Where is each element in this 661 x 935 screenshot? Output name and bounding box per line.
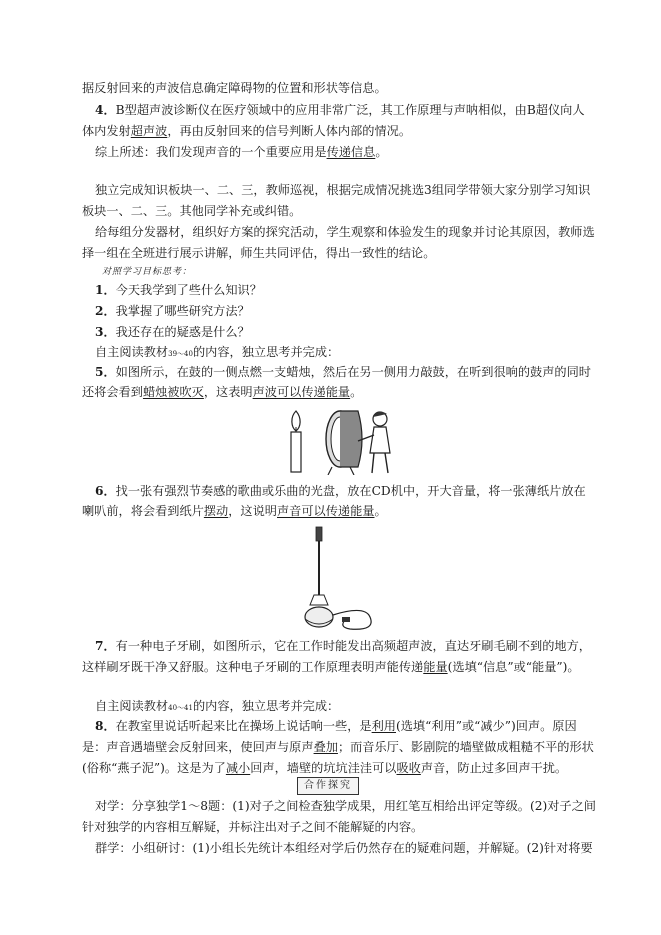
text-line: 自主阅读教材40～41的内容，独立思考并完成： xyxy=(95,699,340,713)
text-line: 5．如图所示，在鼓的一侧点燃一支蜡烛，然后在另一侧用力敲鼓，在听到很响的鼓声的同时 xyxy=(95,365,591,379)
answer-blank: 超声波 xyxy=(130,124,168,138)
answer-blank: 摆动 xyxy=(203,504,229,518)
answer-blank: 利用 xyxy=(371,719,396,733)
drum-icon xyxy=(326,411,362,475)
question-item: 2．我掌握了哪些研究方法？ xyxy=(95,304,250,318)
text-line: (俗称“燕子泥”)。这是为了减小回声，墙壁的坑坑洼洼可以吸收声音，防止过多回声干扰。 xyxy=(82,761,568,775)
text-line: 7．有一种电子牙刷，如图所示，它在工作时能发出高频超声波，直达牙刷毛刷不到的地方， xyxy=(95,639,591,653)
text-line: 对学：分享独学1～8题：(1)对子之间检查独学成果，用红笔互相给出评定等级。(2)对子之间 xyxy=(95,799,596,813)
text-line: 独立完成知识板块一、二、三，教师巡视，根据完成情况挑选3组同学带领大家分别学习知识 xyxy=(95,183,591,197)
candle-icon xyxy=(291,411,301,472)
text-line: 给每组分发器材，组织好方案的探究活动，学生观察和体验发生的现象并讨论其原因，教师选 xyxy=(95,225,595,239)
answer-blank: 叠加 xyxy=(313,740,338,754)
toothbrush-icon xyxy=(305,527,333,627)
answer-blank: 传递信息 xyxy=(326,145,376,159)
text-line: 群学：小组研讨：(1)小组长先统计本组经对学后仍然存在的疑难问题，并解疑。(2)针对将要 xyxy=(95,841,593,855)
candle-drum-illustration xyxy=(270,405,400,475)
answer-blank: 吸收 xyxy=(396,761,421,775)
electric-toothbrush-illustration xyxy=(290,525,390,635)
text-line: 针对独学的内容相互解疑，并标注出对子之间不能解疑的内容。 xyxy=(82,820,424,834)
power-cord-icon xyxy=(333,610,371,629)
text-line: 据反射回来的声波信息确定障碍物的位置和形状等信息。 xyxy=(82,81,387,95)
answer-blank: 蜡烛被吹灭 xyxy=(142,385,204,399)
text-line: 还将会看到蜡烛被吹灭，这表明声波可以传递能量。 xyxy=(82,385,363,399)
text-line: 自主阅读教材39～40的内容，独立思考并完成： xyxy=(95,345,340,359)
section-heading: 对照学习目标思考： xyxy=(102,267,193,277)
question-item: 1．今天我学到了些什么知识？ xyxy=(95,283,262,297)
text-line: 这样刷牙既干净又舒服。这种电子牙刷的工作原理表明声能传递能量(选填“信息”或“能量”)。 xyxy=(82,660,580,674)
answer-blank: 声音可以传递能量 xyxy=(277,504,375,518)
answer-blank: 声波可以传递能量 xyxy=(252,385,351,399)
person-drummer-icon xyxy=(358,412,390,473)
text-line: 喇叭前，将会看到纸片摆动，这说明声音可以传递能量。 xyxy=(82,504,387,518)
text-line: 板块一、二、三。其他同学补充或纠错。 xyxy=(82,204,302,218)
question-item: 3．我还存在的疑惑是什么？ xyxy=(95,325,250,339)
text-line: 6．找一张有强烈节奏感的歌曲或乐曲的光盘，放在CD机中，开大音量，将一张薄纸片放在 xyxy=(95,484,586,498)
text-line: 综上所述：我们发现声音的一个重要应用是传递信息。 xyxy=(95,145,388,159)
section-badge: 合作探究 xyxy=(297,777,359,795)
text-line: 是：声音遇墙壁会反射回来，使回声与原声叠加；而音乐厅、影剧院的墙壁做成粗糙不平的形状 xyxy=(82,740,594,754)
text-line: 体内发射超声波，再由反射回来的信号判断人体内部的情况。 xyxy=(82,124,412,138)
text-line: 8．在教室里说话听起来比在操场上说话响一些，是利用(选填“利用”或“减少”)回声。原因 xyxy=(95,719,577,733)
text-line: 择一组在全班进行展示讲解，师生共同评估，得出一致性的结论。 xyxy=(82,246,436,260)
answer-blank: 减小 xyxy=(225,761,251,775)
answer-blank: 能量 xyxy=(423,660,448,674)
text-line: 4．B型超声波诊断仪在医疗领域中的应用非常广泛，其工作原理与声呐相似，由B超仪向人 xyxy=(95,103,585,117)
